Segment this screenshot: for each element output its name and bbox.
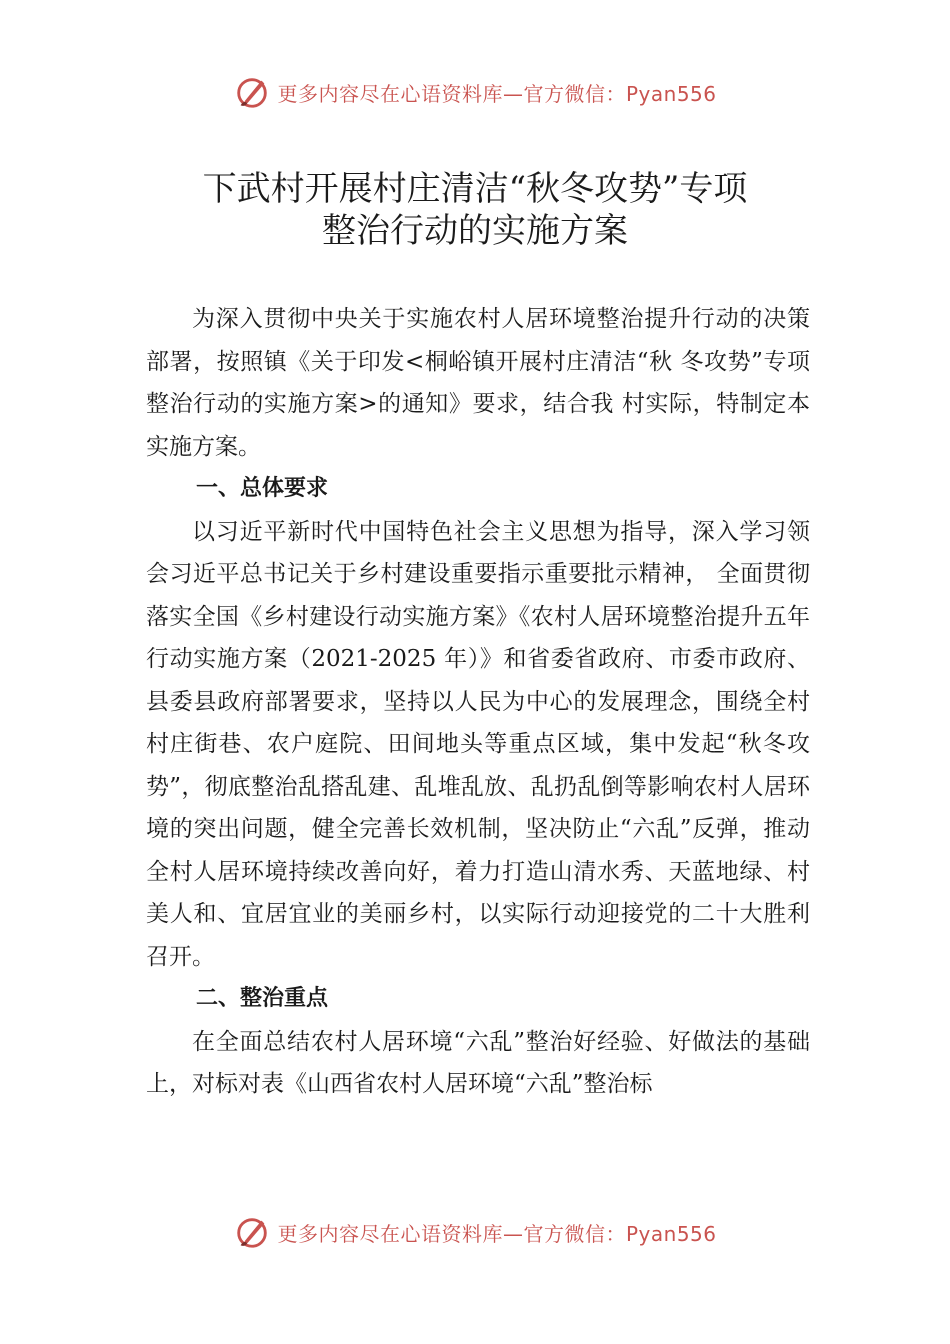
document-title — [0, 168, 950, 252]
document-body — [146, 298, 810, 1106]
watermark-separator: — — [502, 81, 524, 106]
watermark-official: 官方微信： — [523, 1221, 626, 1246]
watermark-wechat: Pyan556 — [625, 81, 717, 106]
watermark-slogan: 更多内容尽在心语资料库 — [277, 1221, 503, 1246]
watermark-separator: — — [502, 1221, 524, 1246]
watermark-text — [277, 78, 716, 107]
brush-logo-icon — [233, 73, 271, 111]
section-2-paragraph: 在全面总结农村人居环境“六乱”整治好经验、好做法的基础上，对标对表《山西省农村人居环境“六乱”整治标 — [146, 1028, 810, 1097]
section-1-paragraph: 以习近平新时代中国特色社会主义思想为指导，深入学习领会习近平总书记关于乡村建设重要指示重要批示精神， 全面贯彻落实全国《乡村建设行动实施方案》《农村人居环境整治提升五年行动实施方案（2021-2025 年）》和省委省政府、市委市政府、县委县政府部署要求，坚持以人民为中心的发展理念，围绕全村村庄街巷、农户庭院、田间地头等重点区域，集中发起“秋冬攻势”，彻底整治乱搭乱建、乱堆乱放、乱扔乱倒等影响农村人居环境的突出问题，健全完善长效机制，坚决防止“六乱”反弹，推动全村人居环境持续改善向好，着力打造山清水秀、天蓝地绿、村美人和、宜居宜业的美丽乡村，以实际行动迎接党的二十大胜利召开。 — [146, 518, 810, 970]
section-1-heading: 一、总体要求 — [196, 476, 329, 501]
title-line-2: 整治行动的实施方案 — [322, 211, 628, 251]
watermark-banner-bottom — [0, 1210, 950, 1254]
watermark-slogan: 更多内容尽在心语资料库 — [277, 81, 503, 106]
section-2-heading: 二、整治重点 — [196, 986, 329, 1011]
intro-paragraph: 为深入贯彻中央关于实施农村人居环境整治提升行动的决策部署，按照镇《关于印发<桐峪镇开展村庄清洁“秋 冬攻势”专项整治行动的实施方案>的通知》要求，结合我 村实际，特制定本实施方案。 — [146, 306, 810, 460]
title-line-1: 下武村开展村庄清洁“秋冬攻势”专项 — [202, 169, 748, 209]
watermark-official: 官方微信： — [523, 81, 626, 106]
brush-logo-icon — [233, 1213, 271, 1251]
watermark-banner-top — [0, 70, 950, 114]
watermark-text — [277, 1218, 716, 1247]
watermark-wechat: Pyan556 — [625, 1221, 717, 1246]
